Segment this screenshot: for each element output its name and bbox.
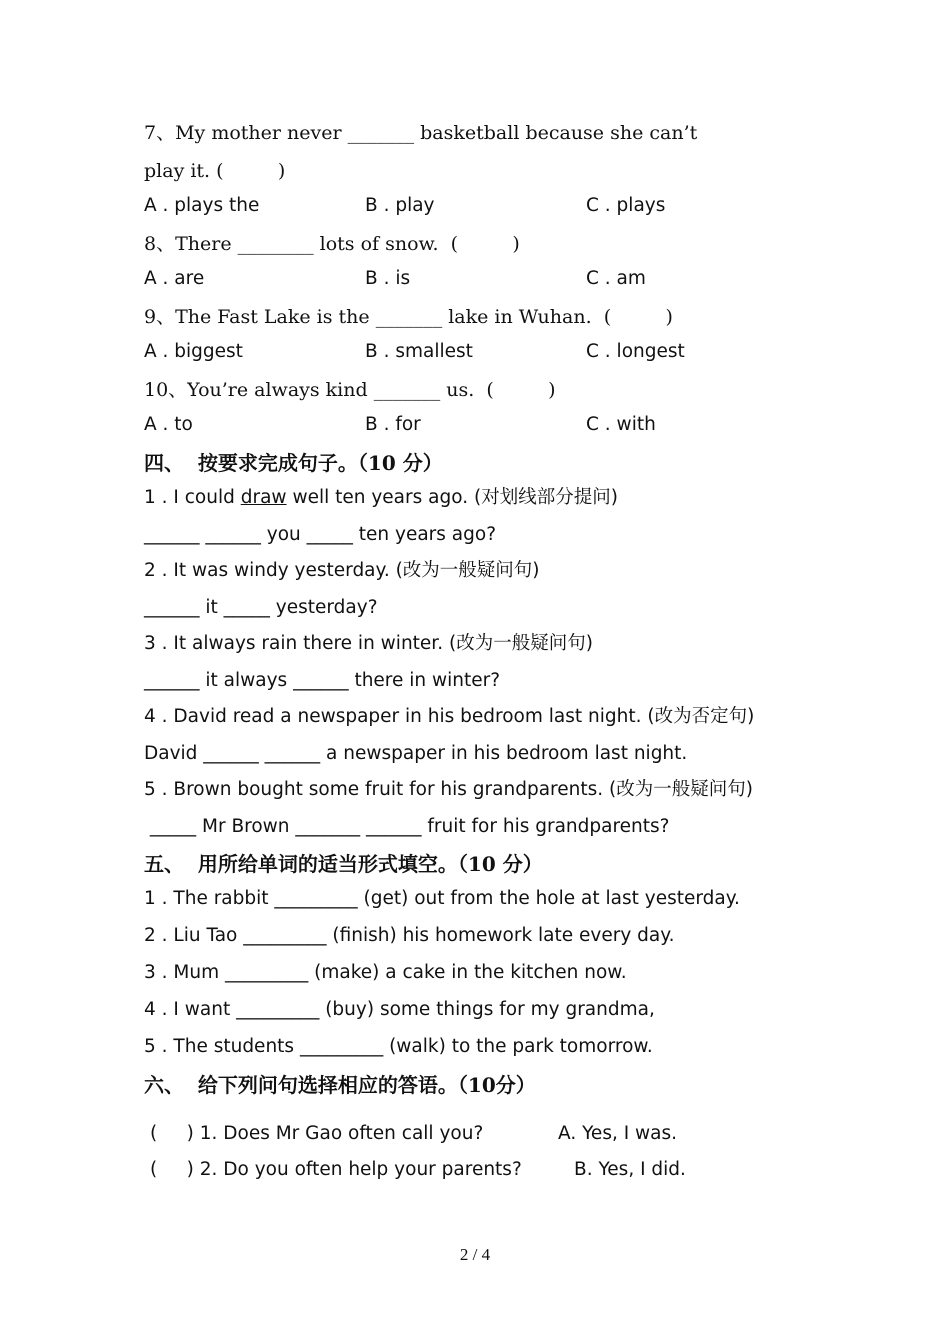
q10-option-b: B . for (365, 414, 421, 435)
s5-item-1: 1 . The rabbit _________ (get) out from the hole at last yesterday. (144, 888, 740, 909)
q7-option-a: A . plays the (144, 195, 260, 216)
s4-q3-line: 3 . It always rain there in winter. (改为一般疑问句) (144, 633, 593, 654)
q8-option-c: C . am (586, 268, 646, 289)
q10-stem: 10、You’re always kind _______ us. ( ) (144, 379, 556, 401)
section5-heading: 五、 用所给单词的适当形式填空。（10 分） (144, 852, 543, 876)
q9-option-a: A . biggest (144, 341, 243, 362)
s6-answer-b: B. Yes, I did. (574, 1159, 686, 1180)
s6-answer-a: A. Yes, I was. (558, 1123, 678, 1144)
s4-q1-answer: ______ ______ you _____ ten years ago? (144, 524, 497, 545)
s5-item-5: 5 . The students _________ (walk) to the park tomorrow. (144, 1036, 653, 1057)
s4-q1-line: 1 . I could draw well ten years ago. (对划线部分提问) (144, 487, 618, 508)
q7-stem-line2: play it. ( ) (144, 160, 286, 182)
s4-q4-answer: David ______ ______ a newspaper in his bedroom last night. (144, 743, 688, 764)
s6-question-1: ( ) 1. Does Mr Gao often call you? (150, 1123, 484, 1144)
q9-stem: 9、The Fast Lake is the _______ lake in Wuhan. ( ) (144, 306, 673, 328)
s5-item-2: 2 . Liu Tao _________ (finish) his homework late every day. (144, 925, 675, 946)
s4-q4-line: 4 . David read a newspaper in his bedroom last night. (改为否定句) (144, 706, 755, 727)
s4-q2-line: 2 . It was windy yesterday. (改为一般疑问句) (144, 560, 540, 581)
s4-q5-line: 5 . Brown bought some fruit for his grandparents. (改为一般疑问句) (144, 779, 753, 800)
s6-question-2: ( ) 2. Do you often help your parents? (150, 1159, 522, 1180)
s5-item-4: 4 . I want _________ (buy) some things for my grandma, (144, 999, 655, 1020)
s4-q5-answer: _____ Mr Brown _______ ______ fruit for his grandparents? (144, 816, 670, 837)
s4-q2-answer: ______ it _____ yesterday? (144, 597, 378, 618)
q10-option-c: C . with (586, 414, 656, 435)
page-number: 2 / 4 (459, 1245, 491, 1264)
q7-option-b: B . play (365, 195, 435, 216)
s5-item-3: 3 . Mum _________ (make) a cake in the kitchen now. (144, 962, 627, 983)
q9-option-c: C . longest (586, 341, 685, 362)
q8-stem: 8、There ________ lots of snow. ( ) (144, 233, 520, 255)
q8-option-a: A . are (144, 268, 205, 289)
q7-stem-line1: 7、My mother never _______ basketball because she can’t (144, 122, 698, 144)
q8-option-b: B . is (365, 268, 411, 289)
section4-heading: 四、 按要求完成句子。（10 分） (144, 451, 443, 475)
s4-q1-underlined-word: draw (240, 487, 287, 508)
section6-heading: 六、 给下列问句选择相应的答语。（10分） (144, 1073, 536, 1097)
q7-option-c: C . plays (586, 195, 666, 216)
s4-q3-answer: ______ it always ______ there in winter? (144, 670, 501, 691)
q9-option-b: B . smallest (365, 341, 473, 362)
q10-option-a: A . to (144, 414, 193, 435)
